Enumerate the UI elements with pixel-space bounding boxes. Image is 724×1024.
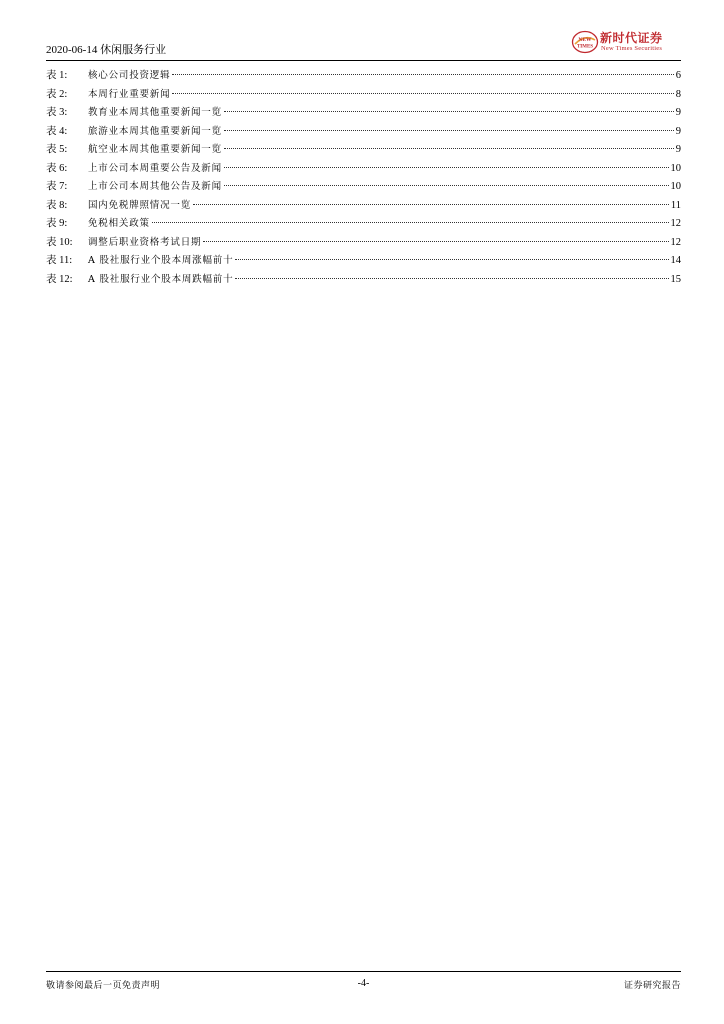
company-logo xyxy=(571,28,681,56)
header-title: 2020-06-14 休闲服务行业 xyxy=(46,44,167,56)
toc-entry-title[interactable]: 上市公司本周其他公告及新闻 xyxy=(88,181,222,192)
toc-entry-page[interactable]: 9 xyxy=(675,125,681,137)
toc-entry-number: 表 12: xyxy=(46,273,73,285)
toc-entry-page[interactable]: 8 xyxy=(675,88,681,100)
toc-entry-page[interactable]: 9 xyxy=(675,107,681,118)
toc-entry-number: 表 9: xyxy=(46,218,68,229)
table-of-tables xyxy=(46,67,681,289)
toc-entry[interactable] xyxy=(46,160,681,179)
toc-dot-leader xyxy=(224,130,674,131)
toc-entry-number: 表 8: xyxy=(46,199,68,211)
toc-entry-title[interactable]: 航空业本周其他重要新闻一览 xyxy=(88,144,222,155)
toc-entry-title[interactable]: 核心公司投资逻辑 xyxy=(88,70,171,81)
toc-entry[interactable] xyxy=(46,123,681,142)
page-number: -4- xyxy=(357,978,370,989)
toc-entry-title[interactable]: A 股社服行业个股本周涨幅前十 xyxy=(88,255,234,266)
toc-entry-title[interactable]: A 股社服行业个股本周跌幅前十 xyxy=(88,273,234,285)
report-type: 证券研究报告 xyxy=(623,981,681,991)
toc-dot-leader xyxy=(235,259,668,260)
toc-dot-leader xyxy=(224,185,669,186)
toc-entry-page[interactable]: 12 xyxy=(670,218,681,229)
toc-entry-title[interactable]: 本周行业重要新闻 xyxy=(88,88,171,100)
toc-entry-number: 表 10: xyxy=(46,236,73,248)
toc-entry[interactable] xyxy=(46,271,681,290)
logo-chinese-name: 新时代证券 xyxy=(600,31,663,45)
toc-dot-leader xyxy=(152,222,669,223)
toc-entry-title[interactable]: 免税相关政策 xyxy=(88,218,150,229)
toc-dot-leader xyxy=(224,111,674,112)
toc-entry-number: 表 6: xyxy=(46,162,68,174)
svg-text:NEW: NEW xyxy=(578,37,592,43)
page-footer xyxy=(46,971,681,992)
toc-entry-page[interactable]: 14 xyxy=(670,255,681,266)
toc-dot-leader xyxy=(172,93,673,94)
toc-entry-number: 表 7: xyxy=(46,181,68,192)
toc-entry-number: 表 1: xyxy=(46,70,68,81)
toc-entry[interactable] xyxy=(46,197,681,216)
toc-entry[interactable] xyxy=(46,252,681,271)
toc-dot-leader xyxy=(172,74,673,75)
page-header xyxy=(46,28,681,61)
disclaimer-note: 敬请参阅最后一页免责声明 xyxy=(46,981,161,991)
toc-entry[interactable] xyxy=(46,86,681,105)
toc-entry-page[interactable]: 6 xyxy=(675,70,681,81)
svg-text:TIMES: TIMES xyxy=(576,44,594,50)
toc-entry-number: 表 3: xyxy=(46,107,68,118)
toc-entry[interactable] xyxy=(46,141,681,160)
toc-dot-leader xyxy=(224,167,669,168)
toc-dot-leader xyxy=(193,204,669,205)
toc-entry-title[interactable]: 上市公司本周重要公告及新闻 xyxy=(88,162,222,174)
toc-entry-page[interactable]: 9 xyxy=(675,144,681,155)
toc-entry[interactable] xyxy=(46,104,681,123)
toc-entry-page[interactable]: 12 xyxy=(670,236,681,248)
toc-entry-title[interactable]: 国内免税牌照情况一览 xyxy=(88,199,192,211)
toc-entry-number: 表 2: xyxy=(46,88,68,100)
logo-english-name: New Times Securities xyxy=(601,45,663,52)
toc-entry-title[interactable]: 调整后职业资格考试日期 xyxy=(88,236,202,248)
toc-entry-page[interactable]: 11 xyxy=(670,199,681,211)
toc-entry-number: 表 5: xyxy=(46,144,68,155)
toc-entry-page[interactable]: 15 xyxy=(670,273,681,285)
toc-entry[interactable] xyxy=(46,67,681,86)
toc-dot-leader xyxy=(235,278,668,279)
toc-entry-number: 表 4: xyxy=(46,125,68,137)
toc-entry-page[interactable]: 10 xyxy=(670,162,681,174)
toc-dot-leader xyxy=(203,241,668,242)
toc-entry-title[interactable]: 旅游业本周其他重要新闻一览 xyxy=(88,125,222,137)
toc-entry[interactable] xyxy=(46,178,681,197)
new-times-logo-icon xyxy=(571,30,599,54)
toc-entry-number: 表 11: xyxy=(46,255,73,266)
toc-entry[interactable] xyxy=(46,215,681,234)
toc-entry-page[interactable]: 10 xyxy=(670,181,681,192)
toc-entry[interactable] xyxy=(46,234,681,253)
toc-entry-title[interactable]: 教育业本周其他重要新闻一览 xyxy=(88,107,222,118)
toc-dot-leader xyxy=(224,148,674,149)
